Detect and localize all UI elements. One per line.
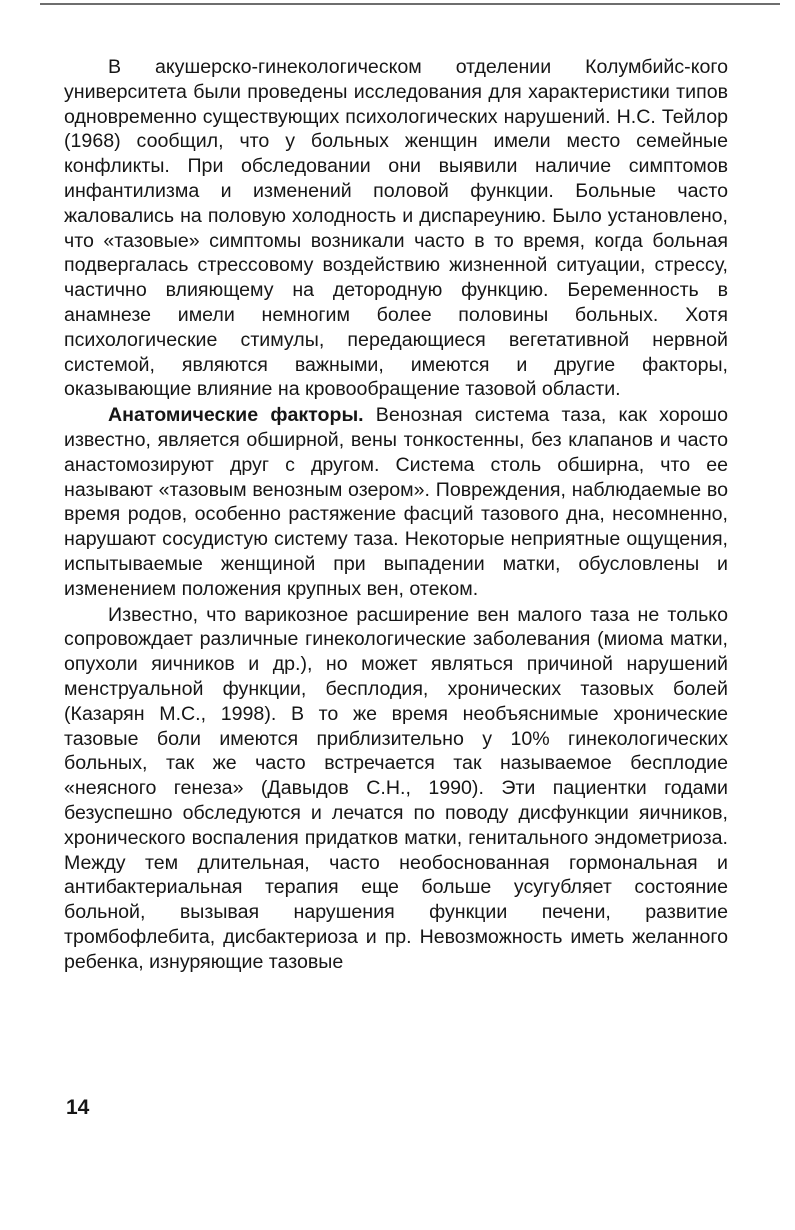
section-heading: Анатомические факторы. <box>108 404 364 427</box>
paragraph-anatomical-factors <box>64 403 728 601</box>
page-number: 14 <box>66 1096 90 1119</box>
paragraph-text: Венозная система таза, как хорошо известно, является обширной, вены тонкостенны, без клапанов и часто анастомозируют друг с другом. Система столь обширна, что ее называют «тазовым венозным озером». Повреждения, наблюдаемые во время родов, особенно растяжение фасций тазового дна, несомненно, нарушают сосудистую систему таза. Некоторые неприятные ощущения, испытываемые женщиной при выпадении матки, обусловлены и изменением положения крупных вен, отеком. <box>64 404 728 600</box>
paragraph-varicose-veins <box>64 603 728 975</box>
paragraph-text: В акушерско-гинекологическом отделении Колумбийс-кого университета были проведены исследования для характеристики типов одновременно существующих психологических нарушений. Н.С. Тейлор (1968) сообщил, что у больных женщин имели место семейные конфликты. При обследовании они выявили наличие симптомов инфантилизма и изменений половой функции. Больные часто жаловались на половую холодность и диспареунию. Было установлено, что «тазовые» симптомы возникали часто в то время, когда больная подвергалась стрессовому воздействию жизненной ситуации, стрессу, частично влияющему на детородную функцию. Беременность в анамнезе имели немногим более половины больных. Хотя психологические стимулы, передающиеся вегетативной нервной системой, являются важными, имеются и другие факторы, оказывающие влияние на кровообращение тазовой области. <box>64 56 728 401</box>
page-body <box>64 55 728 974</box>
paragraph-psychological-factors <box>64 55 728 402</box>
top-border-rule <box>40 3 780 5</box>
paragraph-text: Известно, что варикозное расширение вен малого таза не только сопровождает различные гинекологические заболевания (миома матки, опухоли яичников и др.), но может являться причиной нарушений менструальной функции, бесплодия, хронических тазовых болей (Казарян М.С., 1998). В то же время необъяснимые хронические тазовые боли имеются приблизительно у 10% гинекологических больных, так же часто встречается так называемое бесплодие «неясного генеза» (Давыдов С.Н., 1990). Эти пациентки годами безуспешно обследуются и лечатся по поводу дисфункции яичников, хронического воспаления придатков матки, генитального эндометриоза. Между тем длительная, часто необоснованная гормональная и антибактериальная терапия еще больше усугубляет состояние больной, вызывая нарушения функции печени, развитие тромбофлебита, дисбактериоза и пр. Невозможность иметь желанного ребенка, изнуряющие тазовые <box>64 603 728 973</box>
